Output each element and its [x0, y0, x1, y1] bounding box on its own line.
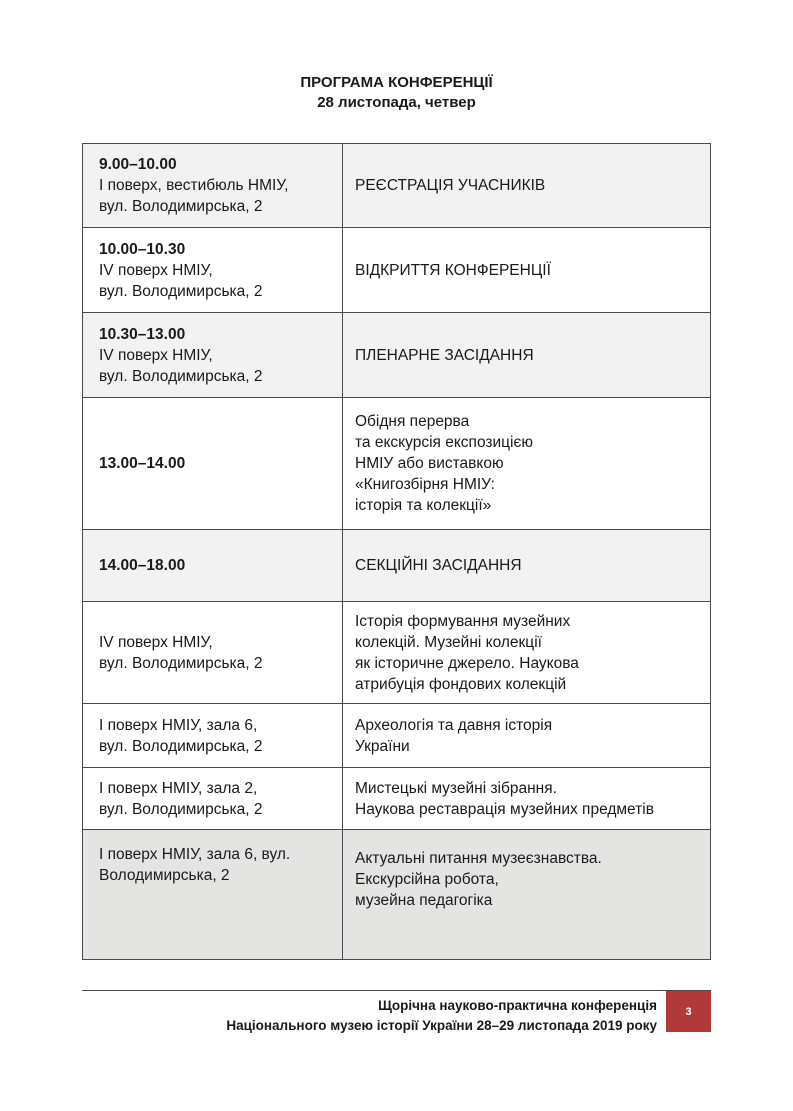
schedule-event-line: НМІУ або виставкою [355, 455, 504, 472]
table-row [83, 530, 711, 602]
schedule-time: 9.00–10.00 [99, 156, 177, 173]
schedule-event-line: Археологія та давня історія [355, 716, 553, 734]
footer-caption [226, 996, 657, 1036]
schedule-event [343, 530, 711, 602]
schedule-location-line: ІV поверх НМІУ, [99, 346, 213, 364]
schedule-time-location [83, 398, 343, 530]
schedule-table [82, 143, 711, 960]
schedule-location-line: І поверх, вестибюль НМІУ, [99, 177, 289, 194]
footer-line: Щорічна науково-практична конференція [378, 998, 657, 1013]
schedule-event-line: СЕКЦІЙНІ ЗАСІДАННЯ [355, 557, 522, 574]
schedule-time-location [83, 530, 343, 602]
schedule-event-line: Екскурсійна робота, [355, 871, 499, 888]
table-row [83, 228, 711, 313]
program-title: ПРОГРАМА КОНФЕРЕНЦІЇ [300, 74, 493, 91]
schedule-location [83, 830, 343, 960]
schedule-location-line: Володимирська, 2 [99, 867, 230, 884]
schedule-event [343, 144, 711, 228]
schedule-event-line: «Книгозбірня НМІУ: [355, 476, 495, 493]
schedule-event [343, 313, 711, 398]
footer-line: Національного музею історії України 28–29 листопада 2019 року [226, 1018, 657, 1033]
table-row [83, 704, 711, 768]
schedule-time-location [83, 228, 343, 313]
schedule-event-line: музейна педагогіка [355, 892, 493, 909]
schedule-event-line: колекцій. Музейні колекції [355, 633, 542, 651]
schedule-location-line: вул. Володимирська, 2 [99, 800, 263, 818]
schedule-location [83, 768, 343, 830]
footer-divider [82, 990, 711, 991]
schedule-time-location [83, 144, 343, 228]
schedule-event [343, 830, 711, 960]
schedule-time-location [83, 313, 343, 398]
schedule-event-line: Мистецькі музейні зібрання. [355, 779, 557, 797]
program-date: 28 листопада, четвер [317, 94, 476, 111]
schedule-event-line: ВІДКРИТТЯ КОНФЕРЕНЦІЇ [355, 261, 551, 279]
table-row [83, 602, 711, 704]
schedule-location-line: вул. Володимирська, 2 [99, 198, 263, 215]
schedule-location-line: вул. Володимирська, 2 [99, 282, 263, 300]
schedule-event-line: Історія формування музейних [355, 612, 571, 630]
schedule-time: 13.00–14.00 [99, 455, 186, 472]
schedule-event-line: Наукова реставрація музейних предметів [355, 800, 654, 818]
schedule-event-line: України [355, 737, 410, 755]
schedule-time: 10.30–13.00 [99, 325, 186, 343]
page-heading [0, 73, 793, 113]
table-row [83, 768, 711, 830]
page-number: 3 [666, 991, 711, 1032]
schedule-event [343, 228, 711, 313]
schedule-event-line: Актуальні питання музеєзнавства. [355, 850, 602, 867]
schedule-location-line: вул. Володимирська, 2 [99, 737, 263, 755]
schedule-location-line: вул. Володимирська, 2 [99, 367, 263, 385]
schedule-event-line: та екскурсія експозицією [355, 434, 534, 451]
schedule-event-line: Обідня перерва [355, 413, 470, 430]
schedule-event-line: ПЛЕНАРНЕ ЗАСІДАННЯ [355, 346, 534, 364]
schedule-event-line: атрибуція фондових колекцій [355, 675, 567, 693]
schedule-time: 14.00–18.00 [99, 557, 186, 574]
schedule-location [83, 704, 343, 768]
schedule-location-line: І поверх НМІУ, зала 2, [99, 779, 258, 797]
schedule-event-line: як історичне джерело. Наукова [355, 654, 579, 672]
schedule-event [343, 704, 711, 768]
schedule-location-line: ІV поверх НМІУ, [99, 633, 213, 651]
schedule-location-line: вул. Володимирська, 2 [99, 654, 263, 672]
schedule-location [83, 602, 343, 704]
schedule-location-line: ІV поверх НМІУ, [99, 261, 213, 279]
schedule-location-line: І поверх НМІУ, зала 6, вул. [99, 846, 291, 863]
schedule-time: 10.00–10.30 [99, 240, 186, 258]
schedule-event-line: історія та колекції» [355, 497, 492, 514]
schedule-event [343, 398, 711, 530]
table-row [83, 398, 711, 530]
schedule-event-line: РЕЄСТРАЦІЯ УЧАСНИКІВ [355, 177, 546, 194]
schedule-location-line: І поверх НМІУ, зала 6, [99, 716, 258, 734]
table-row [83, 313, 711, 398]
schedule-event [343, 768, 711, 830]
table-row [83, 144, 711, 228]
schedule-event [343, 602, 711, 704]
table-row [83, 830, 711, 960]
